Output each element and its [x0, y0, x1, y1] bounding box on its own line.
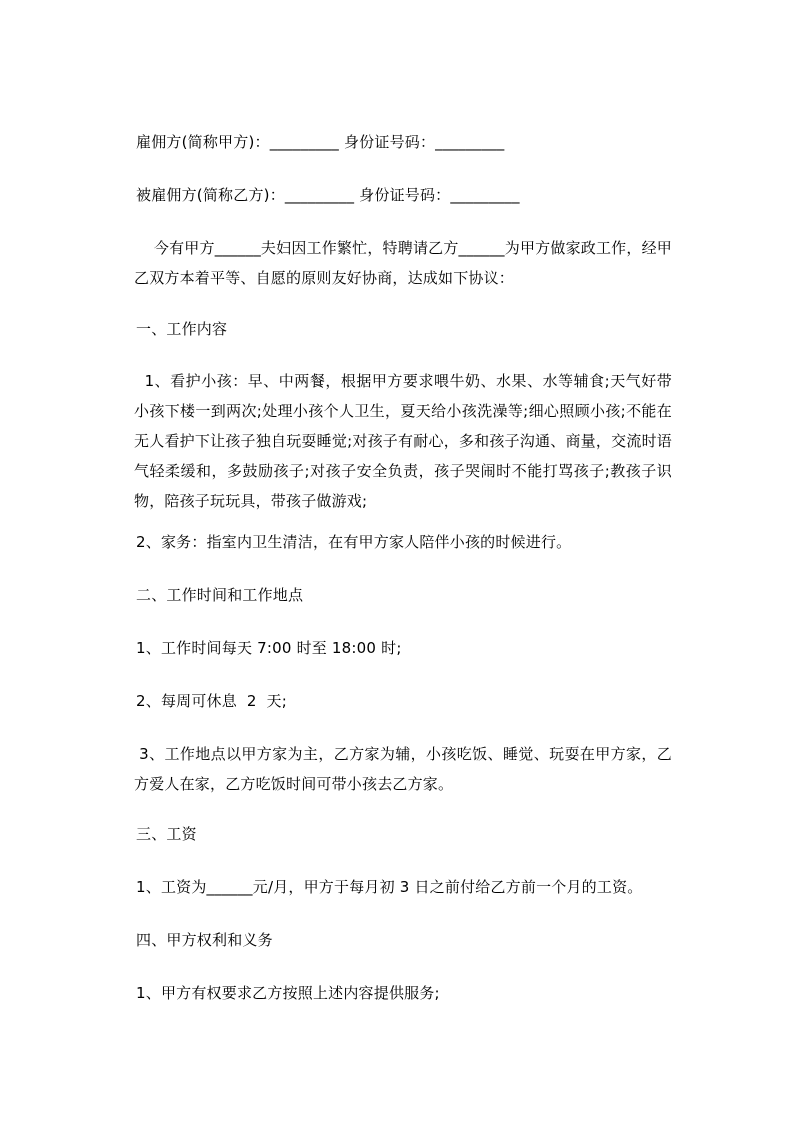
intro-paragraph: 今有甲方______夫妇因工作繁忙，特聘请乙方______为甲方做家政工作，经甲乙双方本着平等、自愿的原则友好协商，达成如下协议： — [134, 239, 672, 287]
section-3-item-1: 1、工资为______元/月，甲方于每月初 3 日之前付给乙方前一个月的工资。 — [136, 878, 643, 896]
employee-line: 被雇佣方(简称乙方)：_________ 身份证号码：_________ — [136, 186, 520, 204]
section-2-item-2: 2、每周可休息 2 天; — [136, 692, 288, 710]
section-1-title: 一、工作内容 — [136, 320, 228, 338]
section-1-item-1: 1、看护小孩：早、中两餐，根据甲方要求喂牛奶、水果、水等辅食;天气好带小孩下楼一到两次;处理小孩个人卫生，夏天给小孩洗澡等;细心照顾小孩;不能在无人看护下让孩子独自玩耍睡觉;对孩子有耐心，多和孩子沟通、商量，交流时语气轻柔缓和，多鼓励孩子;对孩子安全负责，孩子哭闹时不能打骂孩子;教孩子识物，陪孩子玩玩具，带孩子做游戏; — [134, 372, 672, 510]
section-1-item-2: 2、家务：指室内卫生清洁，在有甲方家人陪伴小孩的时候进行。 — [136, 533, 572, 551]
section-2-title: 二、工作时间和工作地点 — [136, 586, 304, 604]
section-4-item-1: 1、甲方有权要求乙方按照上述内容提供服务; — [136, 984, 440, 1002]
section-2-item-1: 1、工作时间每天 7:00 时至 18:00 时; — [136, 639, 402, 657]
section-2-item-3: 3、工作地点以甲方家为主，乙方家为辅，小孩吃饭、睡觉、玩耍在甲方家，乙方爱人在家，乙方吃饭时间可带小孩去乙方家。 — [134, 745, 672, 793]
employer-line: 雇佣方(简称甲方)：_________ 身份证号码：_________ — [136, 133, 505, 151]
section-4-title: 四、甲方权利和义务 — [136, 931, 273, 949]
section-3-title: 三、工资 — [136, 825, 197, 843]
